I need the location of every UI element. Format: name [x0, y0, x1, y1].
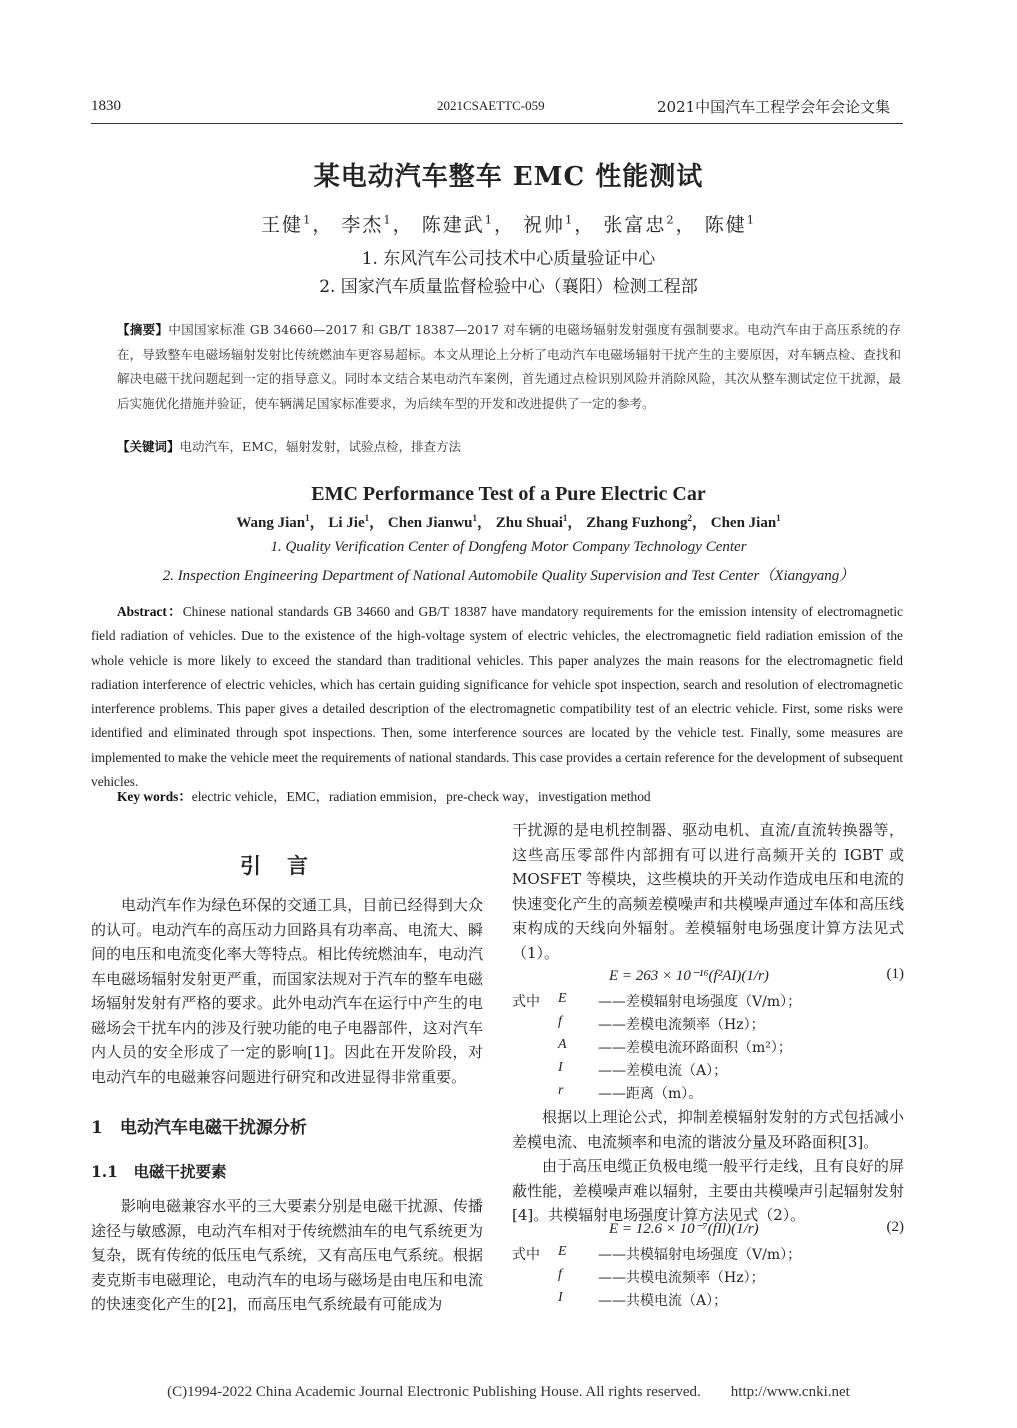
- variable-symbol: r: [558, 1083, 564, 1098]
- author: 王健: [261, 214, 304, 236]
- author: 陈建武: [421, 214, 485, 236]
- paper-title-en: EMC Performance Test of a Pure Electric Car: [311, 483, 706, 505]
- variable-symbol: f: [558, 1267, 562, 1282]
- affiliation-2: 2. 国家汽车质量监督检验中心（襄阳）检测工程部: [319, 277, 698, 297]
- author-en-separator: ，: [567, 515, 583, 531]
- author-affiliation-mark: 1: [484, 212, 494, 227]
- variable-symbol: E: [558, 1244, 567, 1259]
- author-separator: ，: [574, 214, 596, 236]
- author-affiliation-mark: 1: [746, 212, 756, 227]
- variable-description: ——差模电流频率（Hz）；: [598, 1017, 765, 1033]
- keywords-cn: [117, 437, 901, 455]
- variable-symbol: f: [558, 1014, 562, 1029]
- section-1-heading: 1 电动汽车电磁干扰源分析: [91, 1118, 307, 1138]
- proceedings-title: 2021中国汽车工程学会年会论文集: [657, 98, 891, 116]
- page-number: 1830: [91, 98, 121, 114]
- author-en: Chen Jian: [710, 515, 777, 531]
- variable-description: ——共模电流频率（Hz）；: [598, 1270, 765, 1286]
- variable-row: [512, 1037, 904, 1060]
- right-column-paragraph-2: [512, 1105, 904, 1228]
- variable-lead: 式中: [512, 1247, 540, 1263]
- variable-row: [512, 1267, 904, 1290]
- variable-symbol: I: [558, 1290, 563, 1305]
- equation-1-body: E = 263 × 10⁻¹⁶(f²AI)(1/r): [609, 968, 769, 984]
- author-en-separator: ，: [477, 515, 493, 531]
- author-separator: ，: [675, 214, 697, 236]
- variable-description: ——共模电流（A）；: [598, 1293, 728, 1309]
- variable-row: [512, 1060, 904, 1083]
- keywords-cn-label: 【关键词】: [117, 439, 180, 454]
- equation-2-body: E = 12.6 × 10⁻⁷(fIl)(1/r): [609, 1221, 759, 1237]
- keywords-cn-text: 电动汽车，EMC，辐射发射，试验点检，排查方法: [179, 439, 462, 454]
- author-en-separator: ，: [309, 515, 325, 531]
- section-1-1-paragraph-text: 影响电磁兼容水平的三大要素分别是电磁干扰源、传播途径与敏感源，电动汽车相对于传统燃油车的电气系统更为复杂，既有传统的低压电气系统，又有高压电气系统。根据麦克斯韦电磁理论，电动汽车的电场与磁场是由电压和电流的快速变化产生的[2]，而高压电气系统最有可能成为: [91, 1197, 483, 1313]
- variable-description: ——差模辐射电场强度（V/m）；: [598, 994, 802, 1010]
- author-en-affiliation-mark: 1: [472, 513, 477, 523]
- abstract-en: [91, 600, 903, 794]
- author-affiliation-mark: 1: [303, 212, 313, 227]
- author: 陈健: [704, 214, 747, 236]
- affiliation-en-2: 2. Inspection Engineering Department of National Automobile Quality Supervision and Test Center（Xiangyang）: [162, 568, 855, 584]
- right-column-paragraph-3-text: 由于高压电缆正负极电缆一般平行走线，且有良好的屏蔽性能，差模噪声难以辐射，主要由共模噪声引起辐射发射[4]。共模辐射电场强度计算方法见式（2）。: [512, 1157, 904, 1224]
- author-en-affiliation-mark: 1: [305, 513, 310, 523]
- author-en: Zhang Fuzhong: [586, 515, 688, 531]
- variable-description: ——差模电流环路面积（m²）；: [598, 1040, 792, 1056]
- author: 祝帅: [523, 214, 566, 236]
- author: 李杰: [341, 214, 384, 236]
- abstract-cn-label: 【摘要】: [117, 322, 169, 337]
- variable-description: ——距离（m）。: [598, 1086, 703, 1102]
- equation-2-number: (2): [886, 1219, 904, 1235]
- author-en-affiliation-mark: 1: [776, 513, 781, 523]
- author-en-separator: ，: [369, 515, 385, 531]
- author-affiliation-mark: 1: [383, 212, 393, 227]
- variable-description: ——共模辐射电场强度（V/m）；: [598, 1247, 802, 1263]
- author-en-affiliation-mark: 2: [687, 513, 692, 523]
- abstract-cn: [117, 318, 901, 416]
- author-affiliation-mark: 2: [666, 212, 676, 227]
- variable-row: [512, 991, 904, 1014]
- abstract-en-text: Chinese national standards GB 34660 and GB/T 18387 have mandatory requirements for the emission intensity of electromagnetic field radiation of vehicles. Due to the existence of the high-voltage system of electric vehicles, the electromagnetic field radiation emission of the whole vehicle is more likely to exceed the standard than traditional vehicles. This paper analyzes the main reasons for the electromagnetic field radiation interference of electric vehicles, which has certain guiding significance for vehicle spot inspection, search and resolution of electromagnetic interference problems. This paper gives a detailed description of the electromagnetic compatibility test of an electric vehicle. First, some risks were identified and eliminated through spot inspections. Then, some interference sources are located by the vehicle test. Finally, some measures are implemented to make the vehicle meet the requirements of national standards. This case provides a certain reference for the development of subsequent vehicles.: [91, 604, 903, 790]
- paper-id: 2021CSAETTC-059: [437, 98, 545, 113]
- header-divider: [91, 123, 903, 124]
- intro-paragraph-text: 电动汽车作为绿色环保的交通工具，目前已经得到大众的认可。电动汽车的高压动力回路具有功率高、电流大、瞬间的电压和电流变化率大等特点。相比传统燃油车，电动汽车电磁场辐射发射更严重，而国家法规对于汽车的整车电磁场辐射发射有严格的要求。此外电动汽车在运行中产生的电磁场会干扰车内的涉及行驶功能的电子电器部件，这对汽车内人员的安全形成了一定的影响[1]。因此在开发阶段，对电动汽车的电磁兼容问题进行研究和改进显得非常重要。: [91, 896, 483, 1086]
- right-column-paragraph-1-text: 干扰源的是电机控制器、驱动电机、直流/直流转换器等，这些高压零部件内部拥有可以进行高频开关的 IGBT 或 MOSFET 等模块，这些模块的开关动作造成电压和电流的快速变化产生的高频差模噪声和共模噪声通过车体和高压线束构成的天线向外辐射。差模辐射电场强度计算方法见式（1）。: [512, 821, 904, 962]
- affiliation-1: 1. 东风汽车公司技术中心质量验证中心: [361, 249, 656, 269]
- author-en: Zhu Shuai: [495, 515, 563, 531]
- author-list-en: [0, 511, 1017, 532]
- abstract-cn-text: 中国国家标准 GB 34660—2017 和 GB/T 18387—2017 对车辆的电磁场辐射发射强度有强制要求。电动汽车由于高压系统的存在，导致整车电磁场辐射发射比传统燃油车更容易超标。本文从理论上分析了电动汽车电磁场辐射干扰产生的主要原因，对车辆点检、查找和解决电磁干扰问题起到一定的指导意义。同时本文结合某电动汽车案例，首先通过点检识别风险并消除风险，其次从整车测试定位干扰源，最后实施优化措施并验证，使车辆满足国家标准要求，为后续车型的开发和改进提供了一定的参考。: [117, 322, 901, 411]
- copyright-footer: (C)1994-2022 China Academic Journal Electronic Publishing House. All rights reserved. http://www.cnki.net: [167, 1384, 850, 1400]
- right-column-paragraph-2-text: 根据以上理论公式，抑制差模辐射发射的方式包括减小差模电流、电流频率和电流的谐波分量及环路面积[3]。: [512, 1108, 904, 1151]
- author-en: Wang Jian: [236, 515, 306, 531]
- intro-paragraph: [91, 893, 483, 1089]
- equation-1-variables: [512, 991, 904, 1106]
- author-separator: ，: [392, 214, 414, 236]
- author-separator: ，: [312, 214, 334, 236]
- affiliation-en-1: 1. Quality Verification Center of Dongfeng Motor Company Technology Center: [270, 539, 747, 555]
- section-1-1-heading: 1.1 电磁干扰要素: [91, 1162, 227, 1181]
- author-en-affiliation-mark: 1: [562, 513, 568, 523]
- keywords-en-text: electric vehicle，EMC，radiation emmision，pre-check way，investigation method: [191, 789, 651, 804]
- author-en: Chen Jianwu: [387, 515, 473, 531]
- equation-2-variables: [512, 1244, 904, 1313]
- section-1-1-paragraph: [91, 1194, 483, 1317]
- variable-symbol: E: [558, 991, 567, 1006]
- variable-row: [512, 1014, 904, 1037]
- author-affiliation-mark: 1: [565, 212, 575, 227]
- author-separator: ，: [493, 214, 515, 236]
- keywords-en-label: Key words：: [117, 789, 192, 804]
- abstract-en-label: Abstract：: [117, 604, 183, 619]
- keywords-en: [117, 786, 901, 805]
- variable-description: ——差模电流（A）；: [598, 1063, 728, 1079]
- variable-lead: 式中: [512, 994, 540, 1010]
- variable-row: [512, 1290, 904, 1313]
- author-list: [0, 210, 1017, 237]
- variable-symbol: I: [558, 1060, 563, 1075]
- variable-symbol: A: [558, 1037, 567, 1052]
- paper-title: 某电动汽车整车 EMC 性能测试: [313, 162, 704, 192]
- author-en: Li Jie: [328, 515, 365, 531]
- equation-1-number: (1): [886, 966, 904, 982]
- variable-row: [512, 1083, 904, 1106]
- variable-row: [512, 1244, 904, 1267]
- author-en-affiliation-mark: 1: [364, 513, 370, 523]
- right-column-paragraph-1: [512, 818, 904, 965]
- intro-heading: 引言: [240, 853, 334, 878]
- author-en-separator: ，: [691, 515, 707, 531]
- author: 张富忠: [603, 214, 667, 236]
